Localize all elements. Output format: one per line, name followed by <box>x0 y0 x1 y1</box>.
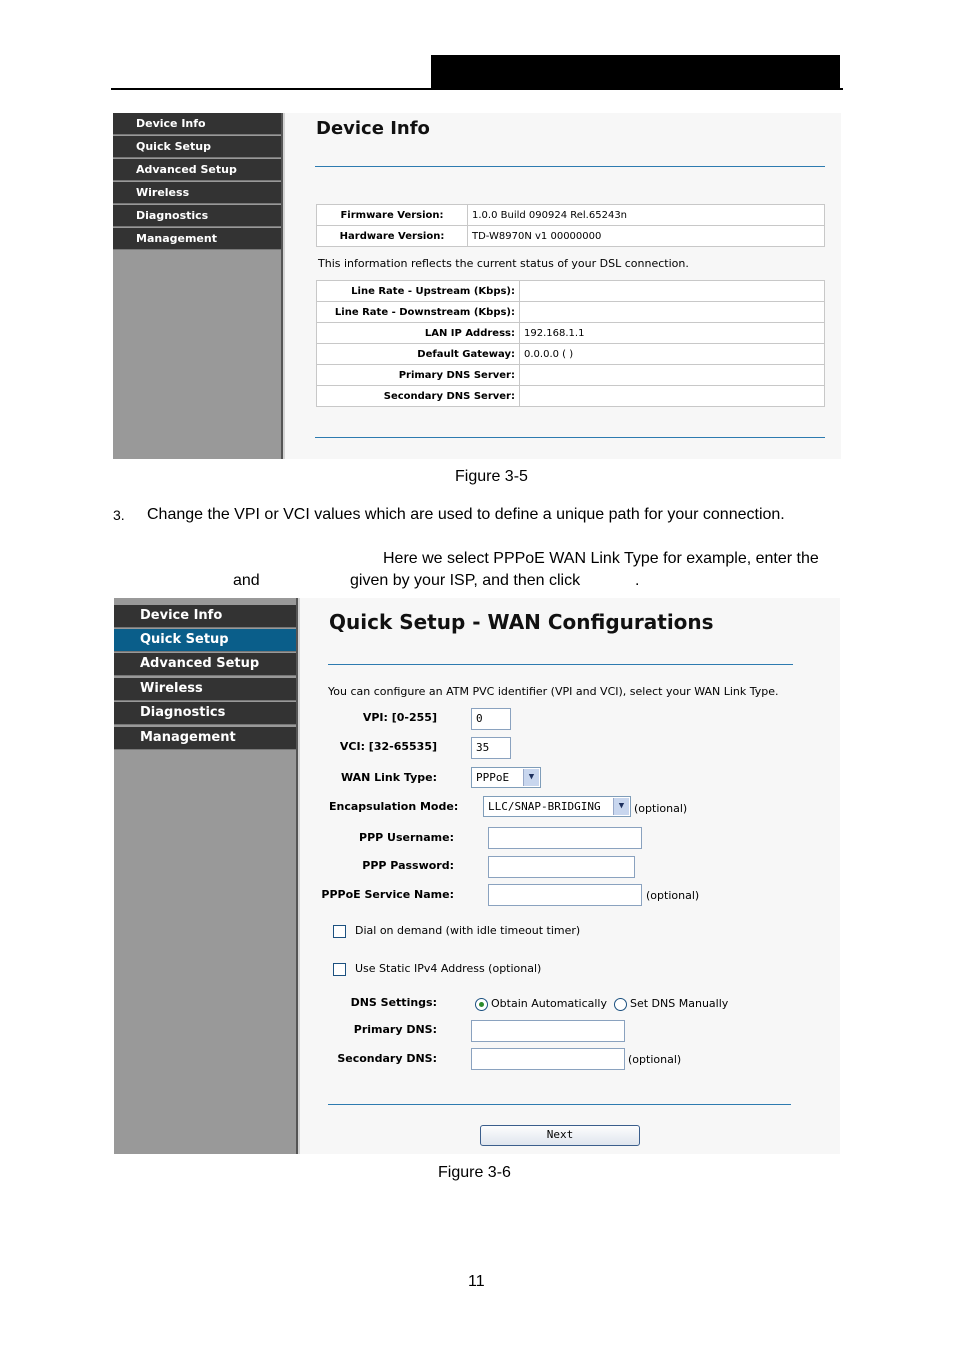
row-value <box>520 386 825 407</box>
figure-3-6 <box>114 598 840 1154</box>
step-number: 3. <box>113 507 125 523</box>
table-row <box>317 281 825 302</box>
header-bar <box>431 55 840 88</box>
nav-divider-light <box>298 598 300 1154</box>
pppoe-service-input[interactable] <box>488 884 642 906</box>
step-text: Change the VPI or VCI values which are used to define a unique path for your connection. <box>147 506 785 523</box>
nav-advanced-setup[interactable]: Advanced Setup <box>114 653 296 676</box>
firmware-value: 1.0.0 Build 090924 Rel.65243n <box>468 205 825 226</box>
link-type-value: PPPoE <box>476 771 510 784</box>
static-ipv4-label: Use Static IPv4 Address (optional) <box>355 962 542 975</box>
step-line-3b: given by your ISP, and then click <box>350 572 581 589</box>
bottom-rule <box>328 1104 791 1105</box>
table-row <box>317 386 825 407</box>
pppoe-service-label: PPPoE Service Name: <box>321 888 454 901</box>
figure-3-6-caption: Figure 3-6 <box>438 1164 511 1181</box>
figure-3-5-caption: Figure 3-5 <box>455 468 528 485</box>
nav-wireless[interactable]: Wireless <box>113 182 281 204</box>
vci-input[interactable]: 35 <box>471 737 511 759</box>
table-row <box>317 365 825 386</box>
step-line-3c: . <box>635 572 640 589</box>
row-label: Default Gateway: <box>317 344 520 365</box>
dns-settings-label: DNS Settings: <box>350 996 437 1009</box>
status-note: This information reflects the current status of your DSL connection. <box>318 257 689 270</box>
table-row <box>317 323 825 344</box>
row-value <box>520 302 825 323</box>
row-value <box>520 365 825 386</box>
bottom-rule <box>315 437 825 438</box>
encap-label: Encapsulation Mode: <box>329 800 459 813</box>
page-number: 11 <box>468 1273 485 1290</box>
nav-device-info[interactable]: Device Info <box>114 605 296 628</box>
row-label: Line Rate - Upstream (Kbps): <box>317 281 520 302</box>
encap-value: LLC/SNAP-BRIDGING <box>488 800 601 813</box>
nav-diagnostics[interactable]: Diagnostics <box>114 702 296 725</box>
hardware-value: TD-W8970N v1 00000000 <box>468 226 825 247</box>
page-title: Device Info <box>316 118 430 139</box>
vpi-input[interactable]: 0 <box>471 708 511 730</box>
chevron-down-icon: ▼ <box>613 798 629 815</box>
nav-quick-setup[interactable]: Quick Setup <box>114 629 296 652</box>
title-rule <box>328 664 793 665</box>
vci-label: VCI: [32-65535] <box>339 740 437 753</box>
primary-dns-label: Primary DNS: <box>353 1023 437 1036</box>
dns-manual-radio[interactable] <box>614 998 627 1011</box>
row-value: 192.168.1.1 <box>520 323 825 344</box>
row-label: Secondary DNS Server: <box>317 386 520 407</box>
status-table <box>316 280 825 407</box>
nav-management[interactable]: Management <box>114 727 296 750</box>
ppp-username-input[interactable] <box>488 827 642 849</box>
primary-dns-input[interactable] <box>471 1020 625 1042</box>
next-button[interactable]: Next <box>480 1125 640 1146</box>
nav-wireless[interactable]: Wireless <box>114 678 296 701</box>
title-rule <box>315 166 825 167</box>
intro-text: You can configure an ATM PVC identifier (VPI and VCI), select your WAN Link Type. <box>328 685 779 698</box>
encap-select[interactable] <box>483 796 631 817</box>
nav-diagnostics[interactable]: Diagnostics <box>113 205 281 227</box>
hardware-label: Hardware Version: <box>317 226 468 247</box>
row-label: Primary DNS Server: <box>317 365 520 386</box>
step-line-3a: and <box>233 572 260 589</box>
nav-quick-setup[interactable]: Quick Setup <box>113 136 281 158</box>
dial-on-demand-checkbox[interactable] <box>333 925 346 938</box>
nav-management[interactable]: Management <box>113 228 281 250</box>
row-value: 0.0.0.0 ( ) <box>520 344 825 365</box>
link-type-select[interactable] <box>471 767 541 788</box>
vpi-label: VPI: [0-255] <box>362 711 437 724</box>
figure-3-5 <box>113 113 841 459</box>
table-row <box>317 302 825 323</box>
version-table <box>316 204 825 247</box>
table-row <box>317 226 825 247</box>
secondary-dns-input[interactable] <box>471 1048 625 1070</box>
ppp-username-label: PPP Username: <box>359 831 454 844</box>
table-row <box>317 344 825 365</box>
secondary-dns-optional: (optional) <box>628 1053 682 1066</box>
firmware-label: Firmware Version: <box>317 205 468 226</box>
static-ipv4-checkbox[interactable] <box>333 963 346 976</box>
encap-optional: (optional) <box>634 802 688 815</box>
header-rule <box>111 88 843 90</box>
nav-advanced-setup[interactable]: Advanced Setup <box>113 159 281 181</box>
pppoe-service-optional: (optional) <box>646 889 700 902</box>
step-line-2: Here we select PPPoE WAN Link Type for example, enter the <box>383 550 819 567</box>
nav-device-info[interactable]: Device Info <box>113 113 281 135</box>
nav-divider-light <box>283 113 285 459</box>
ppp-password-input[interactable] <box>488 856 635 878</box>
secondary-dns-label: Secondary DNS: <box>337 1052 437 1065</box>
row-label: LAN IP Address: <box>317 323 520 344</box>
chevron-down-icon: ▼ <box>523 769 539 786</box>
dial-on-demand-label: Dial on demand (with idle timeout timer) <box>355 924 581 937</box>
link-type-label: WAN Link Type: <box>340 771 437 784</box>
dns-manual-label: Set DNS Manually <box>630 997 729 1010</box>
dns-auto-radio[interactable] <box>475 998 488 1011</box>
row-value <box>520 281 825 302</box>
ppp-password-label: PPP Password: <box>362 859 454 872</box>
page-title: Quick Setup - WAN Configurations <box>329 610 714 634</box>
dns-auto-label: Obtain Automatically <box>491 997 607 1010</box>
row-label: Line Rate - Downstream (Kbps): <box>317 302 520 323</box>
table-row <box>317 205 825 226</box>
